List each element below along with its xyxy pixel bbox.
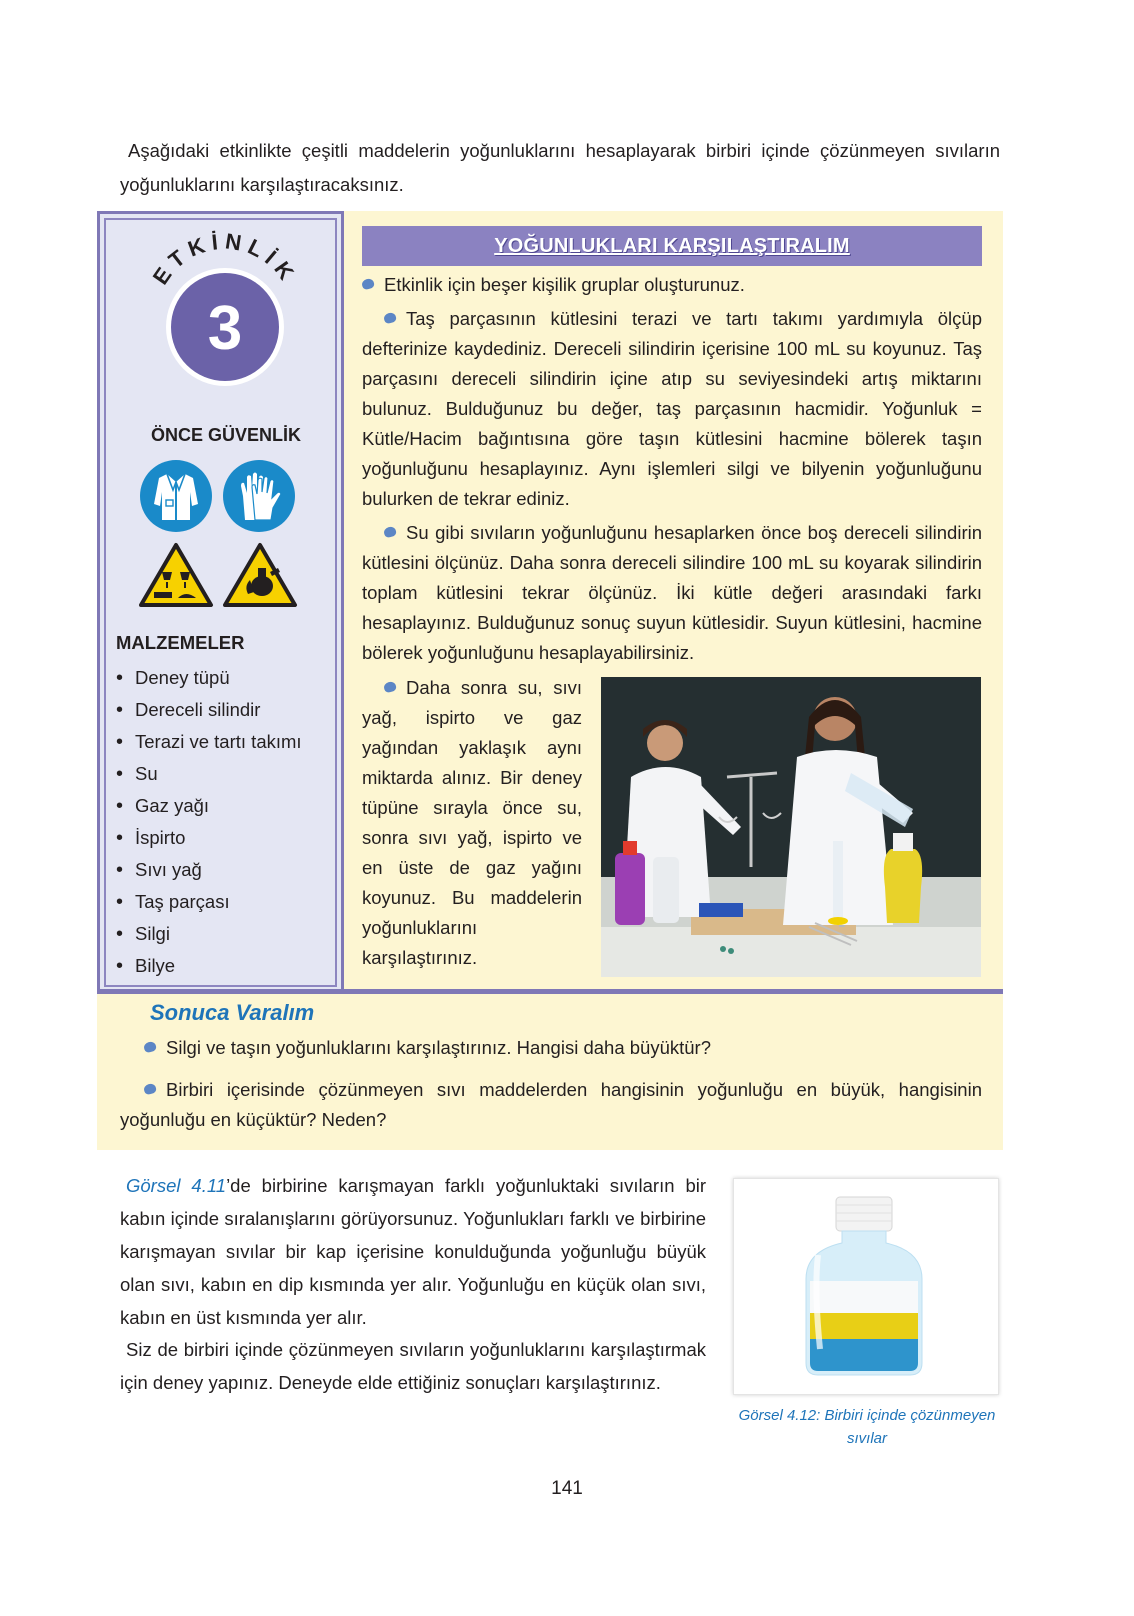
lab-photo: [601, 677, 981, 977]
bullet-icon: [361, 278, 375, 291]
materials-title: MALZEMELER: [116, 632, 245, 653]
materials-item: • Dereceli silindir: [116, 694, 302, 726]
materials-item: • Silgi: [116, 918, 302, 950]
activity-title: YOĞUNLUKLARI KARŞILAŞTIRALIM: [362, 226, 982, 266]
gloves-icon: [223, 460, 295, 532]
bullet-icon: [383, 312, 397, 325]
activity-step: Etkinlik için beşer kişilik gruplar oluşturunuz.: [362, 270, 982, 300]
materials-item: • Taş parçası: [116, 886, 302, 918]
bullet-icon: [143, 1083, 157, 1096]
page-number: 141: [551, 1478, 583, 1499]
bullet-icon: [383, 681, 397, 694]
conclusion-question: Birbiri içerisinde çözünmeyen sıvı maddelerden hangisinin yoğunluğu en büyük, hangisinin yoğunluğu en küçüktür? Neden?: [120, 1079, 982, 1130]
activity-step: Su gibi sıvıların yoğunluğunu hesaplarken önce boş dereceli silindirin kütlesini ölçünüz. Daha sonra dereceli silindire 100 mL su koyarak silindirin toplam kütlesini tekrar ölçünüz. İki kütle değeri arasındaki farkı hesaplayınız. Bulduğunuz sonuç suyun kütlesidir. Suyun kütlesini, hacmine bölerek yoğunluğunu hesaplayabilirsiniz.: [362, 522, 982, 663]
body-paragraph: Görsel 4.11’de birbirine karışmayan farklı yoğunluktaki sıvıların bir kabın içinde sıralanışlarını görüyorsunuz. Yoğunlukları farklı ve birbirine karışmayan sıvılar bir kap içerisine konulduğunda yoğunluğu büyük olan sıvı, kabın en dip kısmında yer alır. Yoğunluğu en küçük olan sıvı, kabın en üst kısmında yer alır.: [120, 1175, 707, 1328]
activity-step: Taş parçasının kütlesini terazi ve tartı takımı yardımıyla ölçüp defterinize kaydediniz. Dereceli silindirin içerisine 100 mL su koyunuz. Taş parçasını dereceli silindirin içine atıp su seviyesindeki artış miktarını bulunuz. Bulduğunuz bu değer, taş parçasının hacmidir. Yoğunluk = Kütle/Hacim bağıntısına göre taşın kütlesini hacmine bölerek taşın yoğunluğunu hesaplayınız. Aynı işlemleri silgi ve bilyenin yoğunluğunu bulurken de tekrar ediniz.: [362, 308, 982, 509]
activity-badge: [144, 228, 306, 398]
badge-word: ETKİNLİK: [147, 228, 303, 290]
bullet-icon: [383, 526, 397, 539]
materials-list: [116, 662, 302, 982]
conclusion-question: Silgi ve taşın yoğunluklarını karşılaştırınız. Hangisi daha büyüktür?: [120, 1033, 982, 1063]
materials-item: • Su: [116, 758, 302, 790]
intro-paragraph: Aşağıdaki etkinlikte çeşitli maddelerin yoğunluklarını hesaplayarak birbiri içinde çözünmeyen sıvıların yoğunluklarını karşılaştıracaksınız.: [120, 140, 1000, 195]
materials-item: • Sıvı yağ: [116, 854, 302, 886]
body-paragraph: Siz de birbiri içinde çözünmeyen sıvıların yoğunluklarını karşılaştırmak için deney yapınız. Deneyde elde ettiğiniz sonuçları karşılaştırınız.: [120, 1339, 706, 1393]
materials-item: • Terazi ve tartı takımı: [116, 726, 302, 758]
activity-step: Daha sonra su, sıvı yağ, ispirto ve gaz yağından yaklaşık aynı miktarda alınız. Bir deney tüpüne sırayla önce su, sonra sıvı yağ, ispirto ve en üste de gaz yağını koyunuz. Bu maddelerin yoğunluklarını karşılaştırınız.: [362, 677, 582, 968]
conclusion-title: Sonuca Varalım: [150, 1000, 315, 1025]
figure-reference-link[interactable]: Görsel 4.11: [126, 1175, 227, 1196]
figure-caption-line: sıvılar: [846, 1430, 887, 1447]
figure-caption-line: Görsel 4.12: Birbiri içinde çözünmeyen: [738, 1407, 996, 1424]
figure-caption: [728, 1404, 1006, 1450]
materials-item: • İspirto: [116, 822, 302, 854]
badge-number: 3: [207, 294, 243, 363]
materials-item: • Gaz yağı: [116, 790, 302, 822]
bullet-icon: [143, 1041, 157, 1054]
bottle-figure: [733, 1178, 999, 1395]
lab-coat-icon: [140, 460, 212, 532]
materials-item: • Bilye: [116, 950, 302, 982]
safety-title: ÖNCE GÜVENLİK: [150, 425, 301, 445]
materials-item: • Deney tüpü: [116, 662, 302, 694]
